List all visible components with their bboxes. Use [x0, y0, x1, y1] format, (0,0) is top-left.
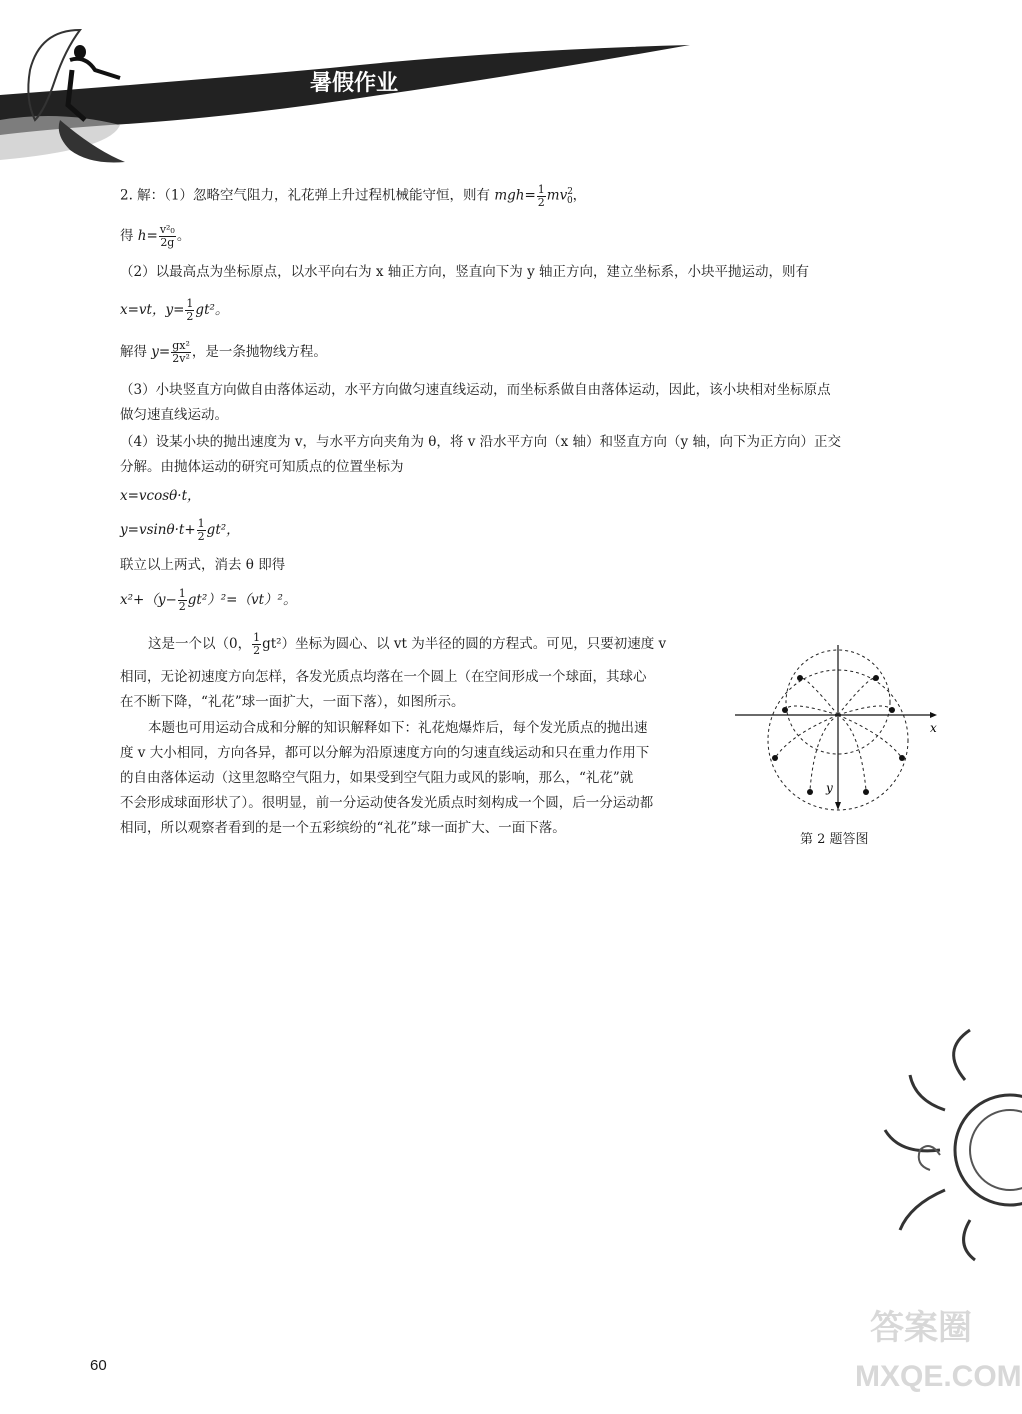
- eq-y-b: gt²，: [206, 522, 240, 538]
- equation-y: [120, 518, 240, 543]
- circle-explanation-line3: 在不断下降，“礼花”球一面扩大，一面下落），如图所示。: [120, 694, 465, 710]
- trajectory: [785, 706, 838, 715]
- p1b-lhs: h=: [137, 228, 158, 244]
- frac-den: 2: [186, 310, 194, 323]
- frac-num: 1: [186, 297, 194, 310]
- equation-circle: [120, 588, 296, 613]
- circle-explanation-line1: [148, 632, 666, 657]
- p1b-lead: 得: [120, 228, 134, 244]
- frac-den: 2v²: [172, 352, 190, 365]
- alt-explanation-line3: 的自由落体运动（这里忽略空气阻力，如果受到空气阻力或风的影响，那么，“礼花”就: [120, 770, 634, 786]
- frac-den: 2: [178, 600, 186, 613]
- eq-circle-a: x²+（y−: [120, 592, 177, 608]
- solution-part2: （2）以最高点为坐标原点，以水平向右为 x 轴正方向，竖直向下为 y 轴正方向，建立坐标系，小块平抛运动，则有: [120, 264, 809, 280]
- frac-num: 1: [197, 517, 205, 530]
- eq-x-text: x=vcosθ·t，: [120, 488, 201, 504]
- p2b-lhs: y=: [151, 344, 171, 360]
- sun-decoration-icon: [870, 1020, 1000, 1260]
- particle-dot: [772, 755, 778, 761]
- solution-part3-line2: 做匀速直线运动。: [120, 407, 228, 423]
- equation-x: [120, 486, 201, 506]
- p1-eq-lhs: mgh=: [494, 187, 536, 204]
- watermark-logo: 答案圈: [870, 1309, 972, 1347]
- solution-label: 2. 解：: [120, 187, 165, 204]
- fraction-half: [252, 632, 261, 657]
- frac-den: 2: [537, 195, 545, 209]
- p1b-tail: 。: [176, 228, 191, 244]
- circle-explanation-line2: 相同，无论初速度方向怎样，各发光质点均落在一个圆上（在空间形成一个球面，其球心: [120, 669, 647, 685]
- header-title: 暑假作业: [310, 71, 399, 96]
- alt-explanation-line5: 相同，所以观察者看到的是一个五彩缤纷的“礼花”球一面扩大、一面下落。: [120, 820, 566, 836]
- watermark-url: MXQE.COM: [855, 1360, 1022, 1393]
- frac-den: 2: [253, 644, 261, 657]
- y-axis-arrow: [835, 802, 841, 810]
- fraction-half: [178, 588, 187, 613]
- frac-den: 2: [197, 530, 205, 543]
- frac-num: 1: [178, 587, 186, 600]
- solution-part3-line1: （3）小块竖直方向做自由落体运动，水平方向做匀速直线运动，而坐标系做自由落体运动，因此，该小块相对坐标原点: [120, 382, 831, 398]
- fraction-half: [197, 518, 206, 543]
- solution-part1-result: [120, 224, 190, 249]
- figure-caption: 第 2 题答图: [800, 832, 869, 847]
- particle-dot: [782, 707, 788, 713]
- alt-explanation-line1: 本题也可用运动合成和分解的知识解释如下：礼花炮爆炸后，每个发光质点的抛出速: [148, 720, 648, 736]
- particle-dot: [889, 707, 895, 713]
- fraction-half: [537, 184, 546, 209]
- frac-num: gx²: [172, 339, 190, 352]
- frac-num: v²₀: [159, 223, 175, 236]
- particle-dot: [899, 755, 905, 761]
- trajectory: [838, 706, 892, 715]
- frac-num: 1: [253, 631, 261, 644]
- fraction-y: [171, 340, 191, 365]
- particle-dot: [873, 675, 879, 681]
- solution-part1: 2. 解：（1）忽略空气阻力，礼花弹上升过程机械能守恒，则有 mgh= $\frac{1}{2}$ $mv^2_0$，: [120, 182, 587, 209]
- p1-tail: ，: [572, 187, 587, 204]
- particle-dot: [863, 789, 869, 795]
- p2-eq-a: x=vt，y=: [120, 302, 185, 318]
- page-number: 60: [90, 1357, 107, 1374]
- eq-circle-b: gt²）²=（vt）²。: [187, 592, 297, 608]
- header-banner: [0, 0, 700, 200]
- solution-part2-result: [120, 340, 327, 365]
- circ-b: gt²）坐标为圆心、以 vt 为半径的圆的方程式。可见，只要初速度 v: [262, 636, 667, 652]
- eq-y-a: y=vsinθ·t+: [120, 522, 196, 538]
- alt-explanation-line2: 度 v 大小相同，方向各异，都可以分解为沿原速度方向的匀速直线运动和只在重力作用下: [120, 745, 650, 761]
- trajectory: [838, 715, 902, 758]
- x-axis-label: x: [930, 721, 937, 735]
- frac-den: 2g: [160, 236, 175, 249]
- particle-dot: [797, 675, 803, 681]
- eliminate-text: 联立以上两式，消去 θ 即得: [120, 557, 286, 573]
- p1-text: （1）忽略空气阻力，礼花弹上升过程机械能守恒，则有: [164, 187, 491, 204]
- solution-part4-line1: （4）设某小块的抛出速度为 v，与水平方向夹角为 θ，将 v 沿水平方向（x 轴）和竖直方向（y 轴，向下为正方向）正交: [120, 434, 841, 450]
- x-axis-arrow: [930, 712, 937, 718]
- trajectory: [775, 715, 838, 758]
- p2-eq-b: gt²。: [195, 302, 229, 318]
- particle-dot: [807, 789, 813, 795]
- p2b-tail: ，是一条抛物线方程。: [191, 344, 327, 360]
- p2b-lead: 解得: [120, 344, 147, 360]
- frac-num: 1: [537, 182, 545, 196]
- circ-a: 这是一个以（0，: [148, 636, 252, 652]
- fraction-h: [159, 224, 176, 249]
- p1-eq-rhs: mv: [546, 187, 568, 204]
- fraction-half: [185, 298, 194, 323]
- solution-part2-eq: [120, 298, 228, 323]
- circle-figure: [730, 640, 950, 820]
- y-axis-label: y: [826, 781, 833, 795]
- solution-part4-line2: 分解。由抛体运动的研究可知质点的位置坐标为: [120, 459, 404, 475]
- alt-explanation-line4: 不会形成球面形状了）。很明显，前一分运动使各发光质点时刻构成一个圆，后一分运动都: [120, 795, 654, 811]
